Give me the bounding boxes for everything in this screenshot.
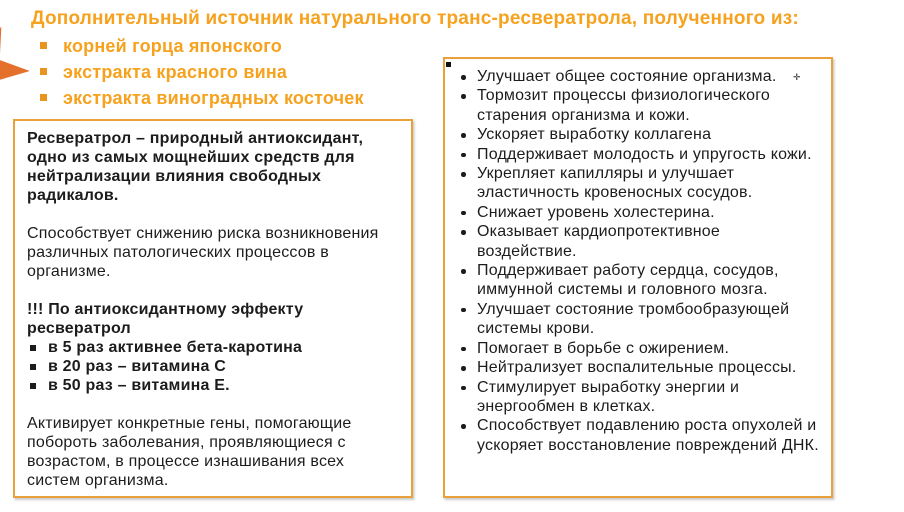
page-title: Дополнительный источник натурального транс-ресвератрола, полученного из: [31, 8, 799, 29]
bullet-dot-icon [461, 172, 466, 177]
benefit-label: Способствует подавлению роста опухолей и ускоряет восстановление повреждений ДНК. [477, 417, 819, 454]
list-item [455, 222, 823, 261]
benefit-label: Стимулирует выработку энергии и энергообмен в клетках. [477, 378, 740, 415]
bullet-dot-icon [461, 75, 466, 80]
benefit-label: Снижает уровень холестерина. [477, 203, 715, 221]
benefit-label: Укрепляет капилляры и улучшает эластичность кровеносных сосудов. [477, 165, 753, 202]
bullet-dot-icon [461, 308, 466, 313]
bullet-square-icon [40, 68, 47, 75]
list-item [455, 203, 823, 222]
bullet-square-icon [40, 42, 47, 49]
dot-artifact [446, 62, 451, 67]
list-item [40, 85, 364, 111]
list-item [455, 67, 823, 86]
genes-paragraph: Активирует конкретные гены, помогающие побороть заболевания, проявляющиеся с возрастом, в процессе изнашивания всех систем организма. [27, 415, 352, 489]
source-list [40, 33, 364, 111]
list-item [455, 378, 823, 417]
benefit-label: Улучшает общее состояние организма. [477, 68, 777, 85]
effect-label: в 20 раз – витамина C [48, 358, 226, 375]
benefit-label: Помогает в борьбе с ожирением. [477, 339, 730, 357]
benefit-list [455, 67, 823, 455]
list-item [40, 33, 364, 59]
list-item [455, 358, 823, 377]
intro-paragraph: Ресвератрол – природный антиоксидант, одно из самых мощнейших средств для нейтрализации влияния свободных радикалов. [27, 130, 364, 204]
benefit-label: Нейтрализует воспалительные процессы. [477, 359, 797, 377]
bullet-square-icon [40, 94, 47, 101]
list-item [27, 357, 401, 376]
benefit-label: Оказывает кардиопротективное воздействие. [477, 223, 720, 260]
benefit-label: Поддерживает работу сердца, сосудов, иммунной системы и головного мозга. [477, 262, 779, 299]
list-item [455, 145, 823, 164]
list-item [455, 86, 823, 125]
bullet-square-icon [30, 383, 36, 389]
cursor-artifact: ✛ [793, 72, 801, 82]
source-label: корней горца японского [63, 36, 282, 56]
source-label: экстракта красного вина [63, 62, 288, 82]
effect-list [27, 338, 401, 395]
bullet-dot-icon [461, 347, 466, 352]
source-label: экстракта виноградных косточек [63, 88, 364, 108]
bullet-dot-icon [461, 211, 466, 216]
benefit-label: Улучшает состояние тромбообразующей системы крови. [477, 300, 790, 338]
bullet-square-icon [30, 345, 36, 351]
effect-label: в 50 раз – витамина E. [48, 377, 230, 394]
list-item [455, 416, 823, 455]
effect-label: в 5 раз активнее бета-каротина [48, 339, 303, 356]
list-item [455, 125, 823, 144]
list-item [455, 339, 823, 358]
bullet-dot-icon [461, 269, 466, 274]
resveratrol-info-box [13, 119, 413, 498]
list-item [27, 376, 401, 395]
benefit-label: Ускоряет выработку коллагена [477, 126, 712, 144]
list-item [27, 338, 401, 357]
list-item [40, 59, 364, 85]
effect-heading: !!! По антиоксидантному эффекту ресвератрол [27, 301, 304, 337]
bullet-square-icon [30, 364, 36, 370]
bullet-dot-icon [461, 94, 466, 99]
risk-paragraph: Способствует снижению риска возникновения различных патологических процессов в организме. [27, 225, 379, 280]
list-item [455, 300, 823, 339]
benefit-label: Тормозит процессы физиологического старения организма и кожи. [477, 87, 770, 124]
benefits-box [443, 57, 833, 498]
bullet-dot-icon [461, 230, 466, 235]
list-item [455, 164, 823, 203]
benefit-label: Поддерживает молодость и упругость кожи. [477, 145, 812, 163]
bullet-dot-icon [461, 386, 466, 391]
bullet-dot-icon [461, 366, 466, 371]
bullet-dot-icon [461, 424, 466, 429]
bullet-dot-icon [461, 153, 466, 158]
list-item [455, 261, 823, 300]
bullet-dot-icon [461, 133, 466, 138]
